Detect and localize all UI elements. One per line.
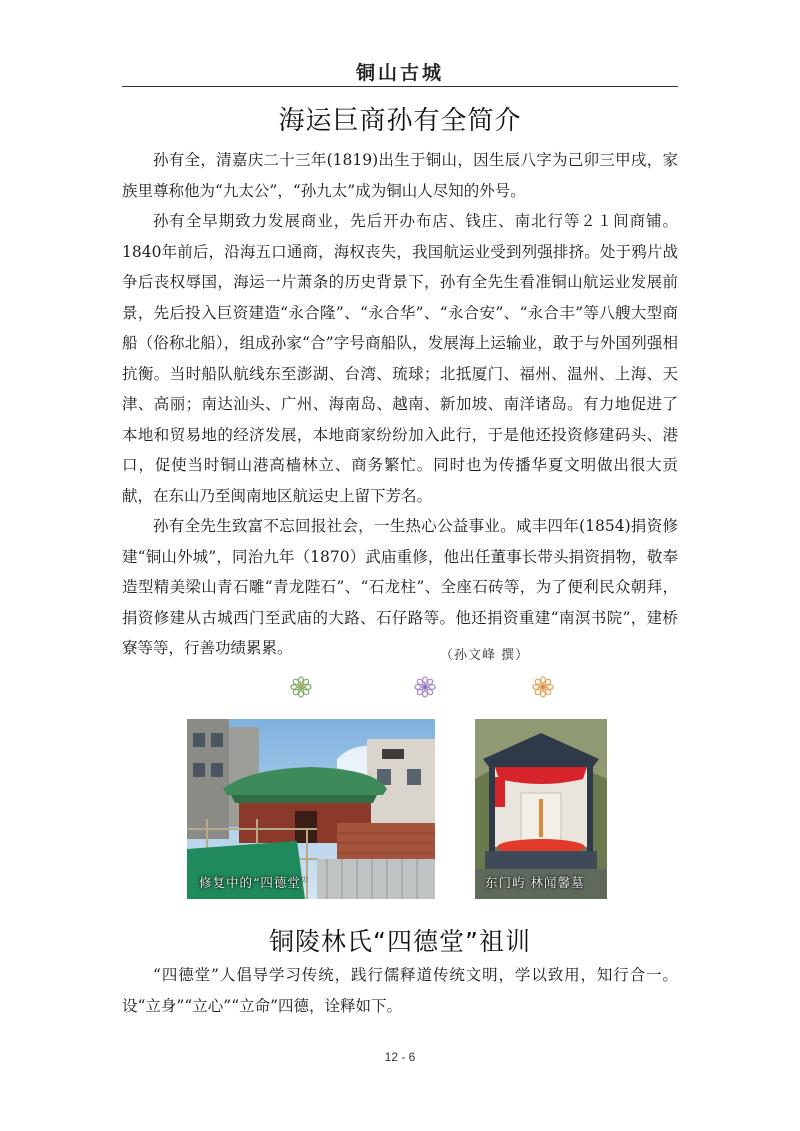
tomb-illustration: [475, 719, 607, 899]
author-credit: （孙文峰 撰）: [440, 648, 530, 663]
temple-illustration: [187, 719, 435, 899]
photo-tomb: [475, 719, 607, 899]
photo-sidetang-restoration: [187, 719, 435, 899]
flower-icon-orange: [532, 676, 554, 698]
page-number: 12 - 6: [384, 1050, 416, 1064]
header-divider: [122, 86, 678, 87]
article-title: 海运巨商孙有全简介: [278, 106, 522, 136]
photo-caption-tomb: 东门屿 林闻馨墓: [485, 875, 585, 890]
article-paragraph-2: 孙有全早期致力发展商业，先后开办布店、钱庄、南北行等２１间商铺。1840年前后，沿海五口通商，海权丧失，我国航运业受到列强排挤。处于鸦片战争后丧权辱国，海运一片萧条的历史背景下，孙有全先生看准铜山航运业发展前景，先后投入巨资建造“永合隆”、“永合华”、“永合安”、“永合丰”等八艘大型商船（俗称北船），组成孙家“合”字号商船队，发展海上运输业，敢于与外国列强相抗衡。当时船队航线东至澎湖、台湾、琉球；北抵厦门、福州、温州、上海、天津、高丽；南达汕头、广州、海南岛、越南、新加坡、南洋诸岛。有力地促进了本地和贸易地的经济发展，本地商家纷纷加入此行，于是他还投资修建码头、港口，促使当时铜山港高樯林立、商务繁忙。同时也为传播华夏文明做出很大贡献，在东山乃至闽南地区航运史上留下芳名。: [122, 212, 678, 505]
section-title: 铜陵林氏“四德堂”祖训: [269, 927, 531, 956]
section-body: [122, 960, 678, 1021]
flower-icon-green: [290, 676, 312, 698]
photo-caption-restoration: 修复中的“四德堂”: [199, 875, 309, 890]
running-header-title: 铜山古城: [355, 62, 444, 84]
article-paragraph-1: 孙有全，清嘉庆二十三年(1819)出生于铜山，因生辰八字为己卯三甲戌，家族里尊称他为“九太公”，“孙九太”成为铜山人尽知的外号。: [122, 151, 678, 200]
article-paragraph-3: 孙有全先生致富不忘回报社会，一生热心公益事业。咸丰四年(1854)捐资修建“铜山外城”，同治九年（1870）武庙重修，他出任董事长带头捐资捐物，敬奉造型精美梁山青石雕“青龙陛石”、“石龙柱”、全座石砖等，为了便利民众朝拜，捐资修建从古城西门至武庙的大路、石仔路等。他还捐资重建“南溟书院”，建桥寮等等，行善功绩累累。: [122, 517, 678, 657]
article-body: [122, 145, 678, 664]
flower-icon-purple: [414, 676, 436, 698]
section-paragraph-1: “四德堂”人倡导学习传统，践行儒释道传统文明，学以致用，知行合一。设“立身”“立心”“立命”四德，诠释如下。: [122, 966, 678, 1015]
